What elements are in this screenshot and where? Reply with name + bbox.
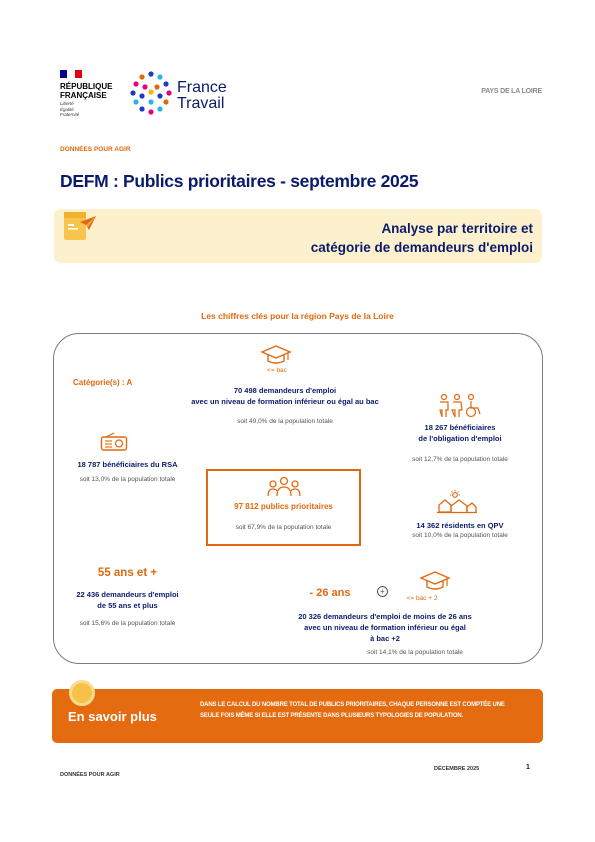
handicap-share: soit 12,7% de la population totale xyxy=(412,456,508,463)
page-number: 1 xyxy=(526,764,530,771)
youth-share: soit 14,1% de la population totale xyxy=(367,649,463,656)
seniors-share: soit 15,6% de la population totale xyxy=(79,620,176,627)
group-people-icon xyxy=(267,476,301,498)
page-title: DEFM : Publics prioritaires - septembre 2025 xyxy=(60,171,419,191)
rsa-figure: 18 787 bénéficiaires du RSA xyxy=(77,460,178,469)
qpv-share: soit 10,0% de la population totale xyxy=(412,532,508,539)
document-paper-plane-icon xyxy=(62,206,98,246)
youth-figure: 20 326 demandeurs d'emploi de moins de 26 ans avec un niveau de formation inférieur ou égal à bac +2 xyxy=(298,612,472,643)
banner-text: Analyse par territoire et catégorie de demandeurs d'emploi xyxy=(310,221,533,255)
houses-sun-icon xyxy=(437,490,477,514)
youth-tag: <= bac + 2 xyxy=(406,595,438,602)
bac-figure: 70 498 demandeurs d'emploi avec un niveau de formation inférieur ou égal au bac xyxy=(191,386,379,406)
france-travail-wordmark: France Travail xyxy=(177,79,227,112)
graduation-cap-icon xyxy=(260,344,292,366)
france-travail-logo-icon xyxy=(128,70,174,116)
marianne-flag-icon xyxy=(60,70,82,78)
rsa-share: soit 13,0% de la population totale xyxy=(79,476,176,483)
info-title: En savoir plus xyxy=(68,709,157,724)
plus-icon: + xyxy=(377,586,388,597)
info-bubble-icon xyxy=(69,680,95,706)
info-text: DANS LE CALCUL DU NOMBRE TOTAL DE PUBLICS PRIORITAIRES, CHAQUE PERSONNE EST COMPTÉE UNE SEULE FOIS MÊME SI ELLE EST PRÉSENTE DANS PLUSIEURS TYPOLOGIES DE POPULATION. xyxy=(200,702,505,719)
qpv-figure: 14 362 résidents en QPV xyxy=(416,521,504,530)
bac-tag: <= bac xyxy=(267,367,287,374)
seniors-heading: 55 ans et + xyxy=(97,567,158,579)
radio-wallet-icon xyxy=(100,432,128,452)
total-share: soit 67,9% de la population totale xyxy=(235,524,332,531)
footer-label: DONNÉES POUR AGIR xyxy=(60,772,120,778)
people-wheelchair-icon xyxy=(438,393,482,418)
key-figures-subtitle: Les chiffres clés pour la région Pays de la Loire xyxy=(201,311,394,321)
bac-share: soit 49,0% de la population totale xyxy=(237,418,333,425)
republique-motto: Liberté Égalité Fraternité xyxy=(60,101,80,117)
republique-francaise-logo: RÉPUBLIQUE FRANÇAISE xyxy=(60,82,113,100)
footer-date: DÉCEMBRE 2025 xyxy=(434,766,480,772)
category-label: Catégorie(s) : A xyxy=(73,378,133,387)
seniors-figure: 22 436 demandeurs d'emploi de 55 ans et plus xyxy=(76,590,179,610)
region-label: PAYS DE LA LOIRE xyxy=(481,88,542,95)
total-figure: 97 812 publics prioritaires xyxy=(234,502,333,511)
kicker: DONNÉES POUR AGIR xyxy=(60,146,131,153)
graduation-cap-icon xyxy=(418,570,452,592)
youth-heading: - 26 ans xyxy=(309,587,351,599)
handicap-figure: 18 267 bénéficiaires de l'obligation d'emploi xyxy=(418,423,502,443)
